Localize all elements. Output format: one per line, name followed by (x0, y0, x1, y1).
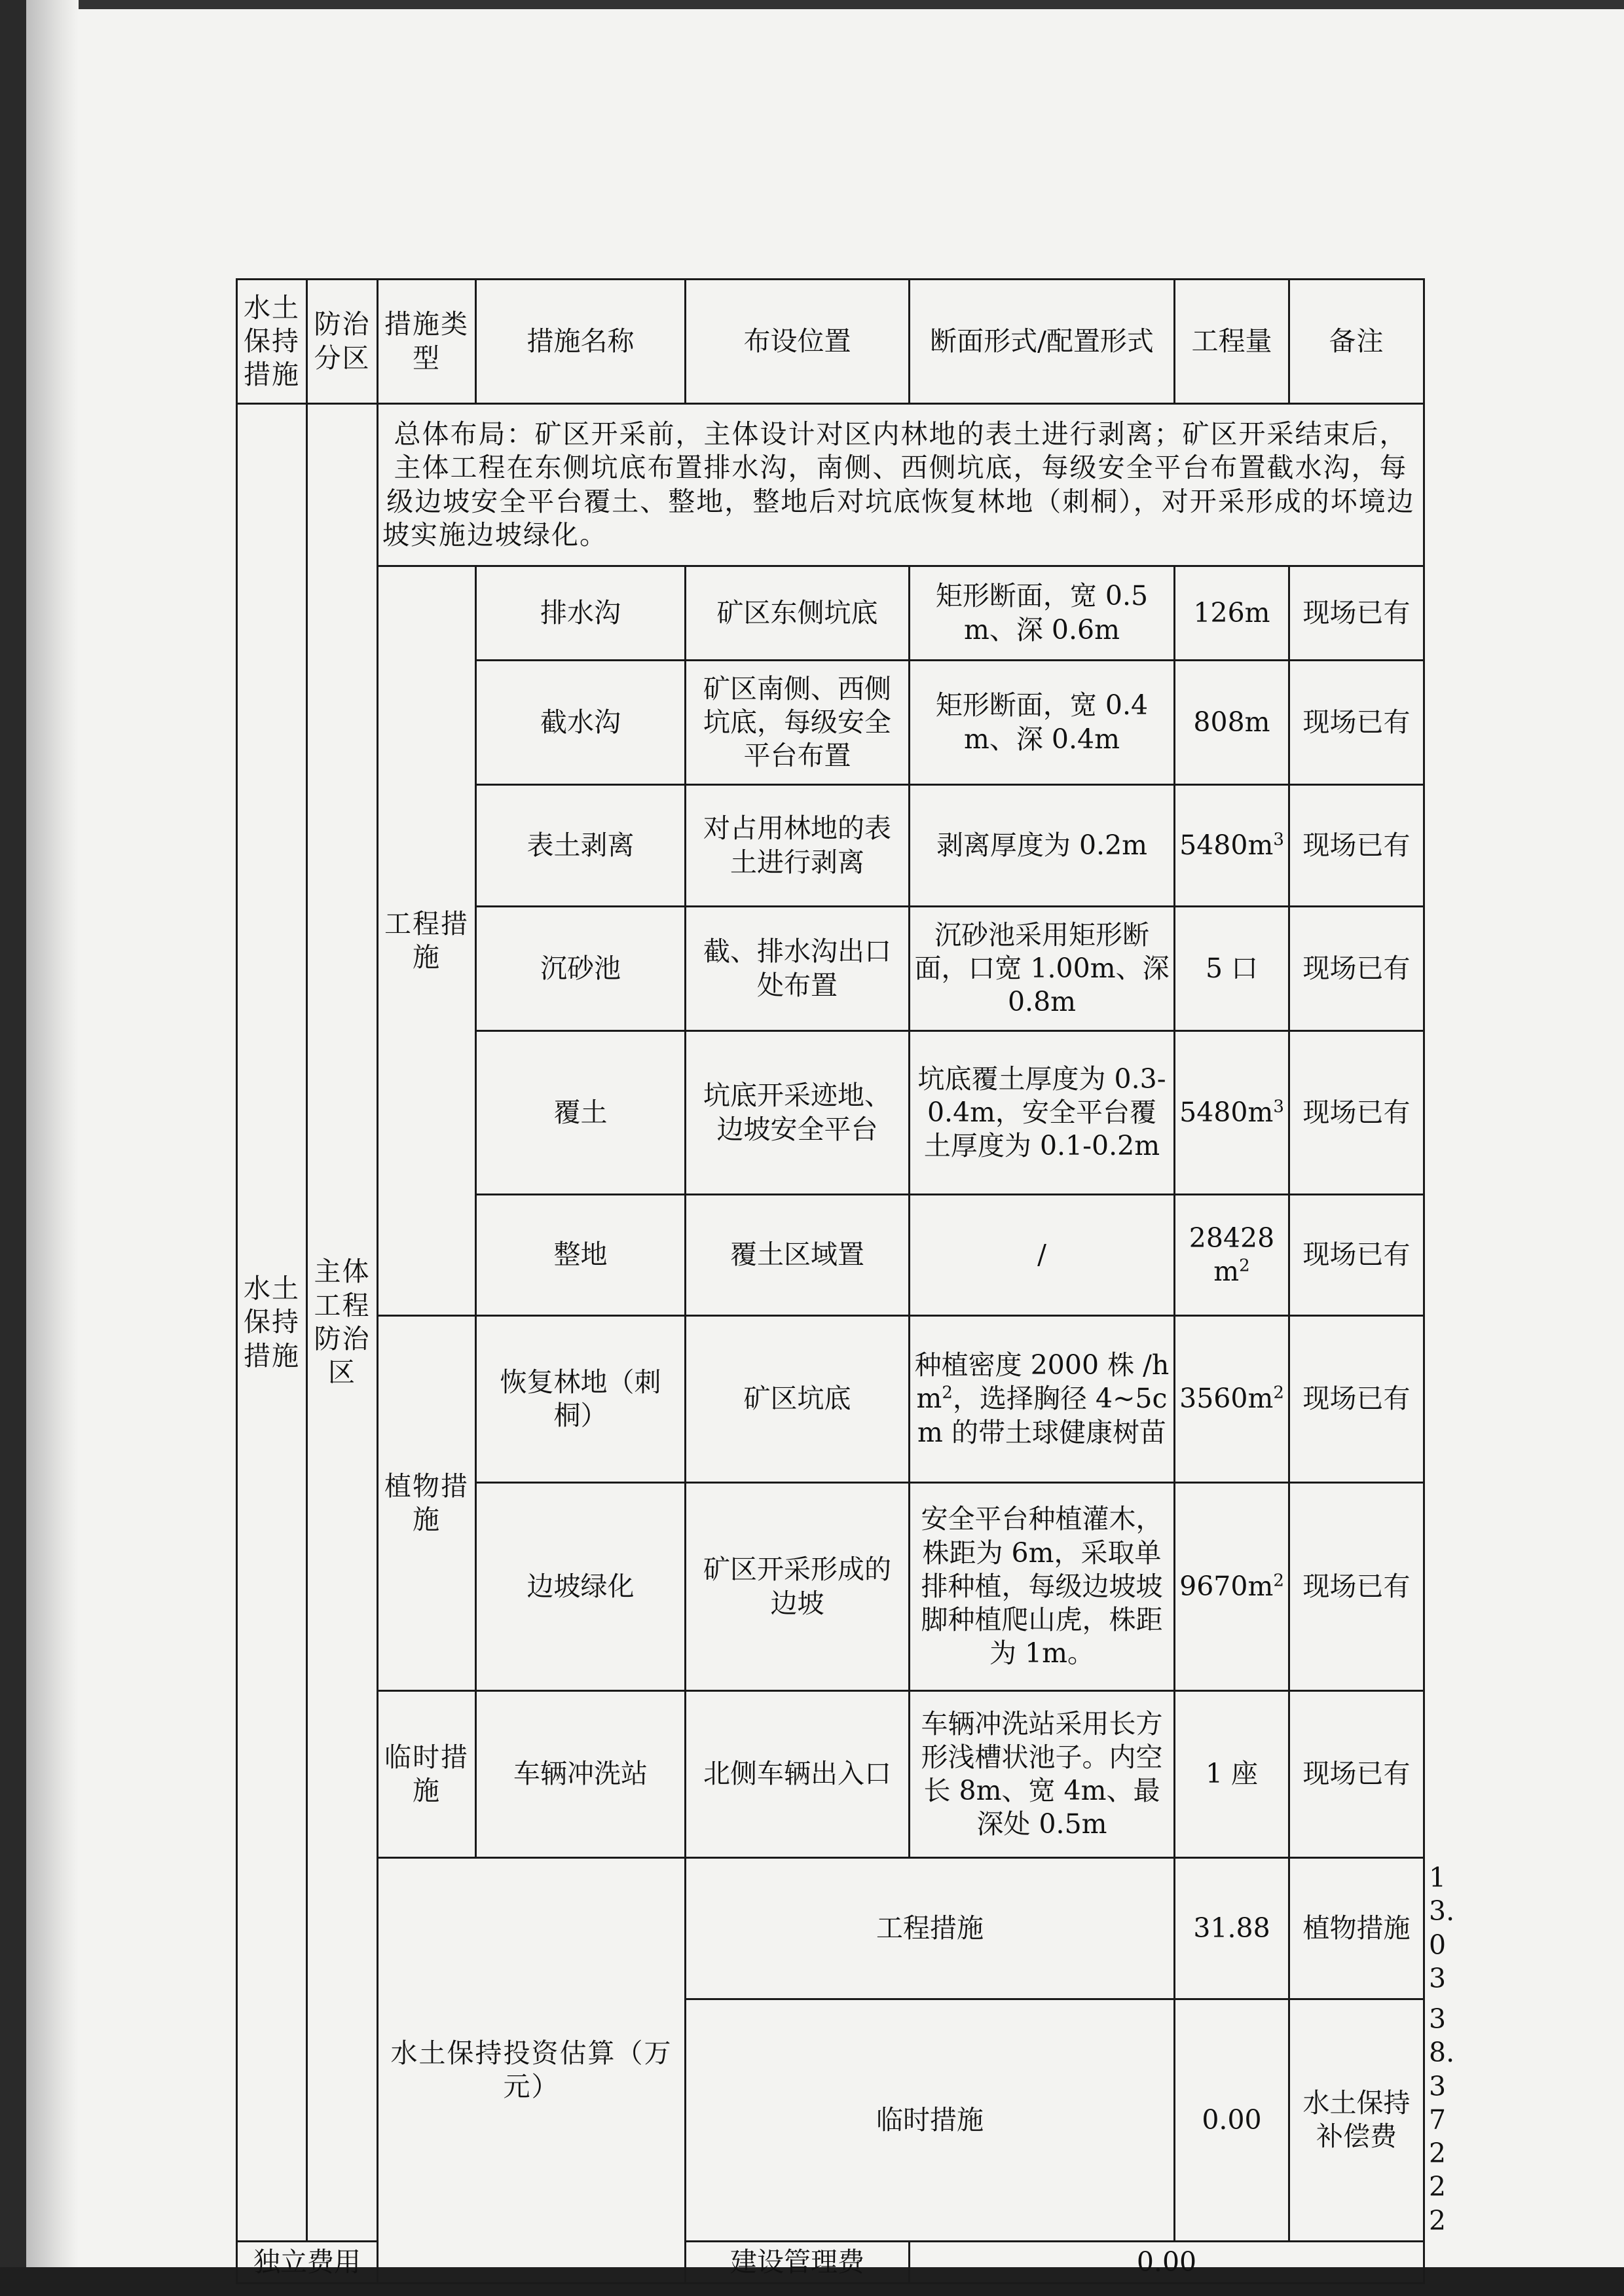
measure-quantity: 808m (1175, 661, 1289, 785)
left-measures-label: 水土保持措施 (237, 404, 307, 2242)
table-row (237, 1316, 1424, 1483)
type-temporary: 临时措施 (378, 1691, 476, 1858)
measure-note: 现场已有 (1289, 907, 1424, 1031)
header-name: 措施名称 (476, 280, 686, 404)
header-row (237, 280, 1424, 404)
table-row (237, 1691, 1424, 1858)
measure-note: 现场已有 (1289, 661, 1424, 785)
measure-note: 现场已有 (1289, 1691, 1424, 1858)
measure-note: 现场已有 (1289, 1195, 1424, 1316)
measure-quantity: $9670m^2$ (1175, 1483, 1289, 1691)
type-engineering: 工程措施 (378, 566, 476, 1316)
measure-location: 对占用林地的表土进行剥离 (686, 785, 910, 907)
measure-form: 矩形断面，宽 0.5m、深 0.6m (910, 566, 1175, 661)
header-type: 措施类型 (378, 280, 476, 404)
measure-note: 现场已有 (1289, 1483, 1424, 1691)
measure-location: 矿区开采形成的边坡 (686, 1483, 910, 1691)
measure-name: 车辆冲洗站 (476, 1691, 686, 1858)
measure-name: 恢复林地（刺桐） (476, 1316, 686, 1483)
type-plant: 植物措施 (378, 1316, 476, 1691)
measure-name: 截水沟 (476, 661, 686, 785)
investment-management-label: 建设管理费 (686, 2241, 910, 2283)
measure-location: 截、排水沟出口处布置 (686, 907, 910, 1031)
measure-location: 北侧车辆出入口 (686, 1691, 910, 1858)
measure-quantity: 1 座 (1175, 1691, 1289, 1858)
investment-plant-label: 植物措施 (1289, 1858, 1424, 1999)
measure-form: 安全平台种植灌木，株距为 6m，采取单排种植，每级边坡坡脚种植爬山虎，株距为 1m。 (910, 1483, 1175, 1691)
measure-name: 表土剥离 (476, 785, 686, 907)
measure-location: 矿区坑底 (686, 1316, 910, 1483)
scan-binding-shadow (26, 0, 79, 2296)
measure-form: / (910, 1195, 1175, 1316)
investment-engineering-label: 工程措施 (686, 1858, 1175, 1999)
header-zone: 防治分区 (307, 280, 378, 404)
investment-compensation-label: 水土保持补偿费 (1289, 1999, 1424, 2242)
measure-note: 现场已有 (1289, 1316, 1424, 1483)
header-note: 备注 (1289, 280, 1424, 404)
header-form: 断面形式/配置形式 (910, 280, 1175, 404)
measure-quantity: 5 口 (1175, 907, 1289, 1031)
measure-quantity: $28428m^2$ (1175, 1195, 1289, 1316)
table-row (237, 566, 1424, 661)
investment-label: 水土保持投资估算（万元） (378, 1858, 686, 2284)
measure-location: 坑底开采迹地、边坡安全平台 (686, 1031, 910, 1195)
measure-form: 剥离厚度为 0.2m (910, 785, 1175, 907)
investment-temporary-label: 临时措施 (686, 1999, 1175, 2242)
measure-form: 坑底覆土厚度为 0.3-0.4m，安全平台覆土厚度为 0.1-0.2m (910, 1031, 1175, 1195)
investment-temporary-value: 0.00 (1175, 1999, 1289, 2242)
measure-note: 现场已有 (1289, 566, 1424, 661)
investment-management-value: 0.00 (910, 2241, 1424, 2283)
measure-note: 现场已有 (1289, 1031, 1424, 1195)
measure-quantity: $5480m^3$ (1175, 785, 1289, 907)
measure-quantity: $5480m^3$ (1175, 1031, 1289, 1195)
investment-row: 临时措施 0.00 水土保持补偿费 38.37222 (237, 1999, 1424, 2242)
measure-name: 排水沟 (476, 566, 686, 661)
measure-name: 沉砂池 (476, 907, 686, 1031)
measure-location: 矿区南侧、西侧坑底，每级安全平台布置 (686, 661, 910, 785)
measure-name: 边坡绿化 (476, 1483, 686, 1691)
measure-quantity: $3560m^2$ (1175, 1316, 1289, 1483)
measure-note: 现场已有 (1289, 785, 1424, 907)
measure-form: 车辆冲洗站采用长方形浅槽状池子。内空长 8m、宽 4m、最深处 0.5m (910, 1691, 1175, 1858)
overview-text: 总体布局：矿区开采前，主体设计对区内林地的表土进行剥离；矿区开采结束后，主体工程在东侧坑底布置排水沟，南侧、西侧坑底，每级安全平台布置截水沟，每级边坡安全平台覆土、整地，整地后对坑底恢复林地（刺桐），对开采形成的坏境边坡实施边坡绿化。 (378, 404, 1424, 566)
measure-form: 沉砂池采用矩形断面，口宽 1.00m、深 0.8m (910, 907, 1175, 1031)
measure-form: 矩形断面，宽 0.4m、深 0.4m (910, 661, 1175, 785)
header-measures: 水土保持措施 (237, 280, 307, 404)
investment-independent-label: 独立费用 (237, 2241, 378, 2283)
measure-location: 覆土区域置 (686, 1195, 910, 1316)
measure-name: 整地 (476, 1195, 686, 1316)
zone-label: 主体工程防治区 (307, 404, 378, 2242)
soil-conservation-measures-table (236, 278, 1455, 2284)
measure-location: 矿区东侧坑底 (686, 566, 910, 661)
investment-engineering-value: 31.88 (1175, 1858, 1289, 1999)
overview-row (237, 404, 1424, 566)
header-location: 布设位置 (686, 280, 910, 404)
measure-quantity: 126m (1175, 566, 1289, 661)
measure-form: 种植密度 2000 株 $/hm^2$，选择胸径 4~5cm 的带土球健康树苗 (910, 1316, 1175, 1483)
scan-top-edge (0, 0, 1624, 9)
measure-name: 覆土 (476, 1031, 686, 1195)
investment-row: 水土保持投资估算（万元） 工程措施 31.88 植物措施 13.03 (237, 1858, 1424, 1999)
scan-binding-edge (0, 0, 26, 2296)
header-quantity: 工程量 (1175, 280, 1289, 404)
